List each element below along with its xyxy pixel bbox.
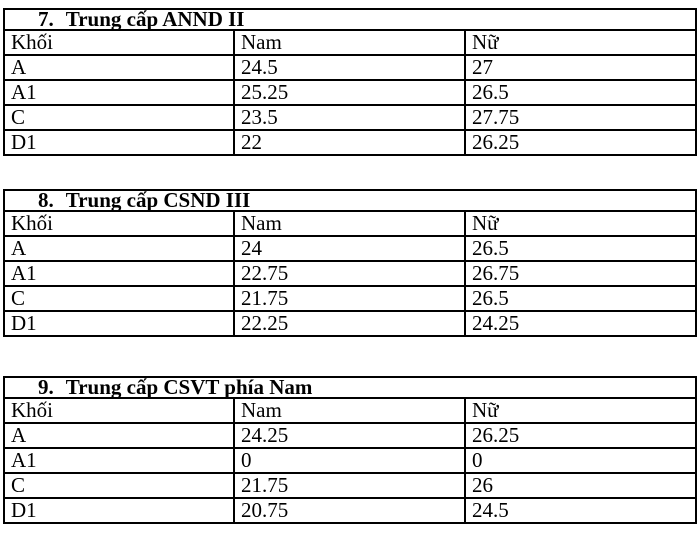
header-nu: Nữ	[465, 30, 696, 55]
table-row-c	[4, 473, 696, 498]
cell-nu: 27.75	[465, 105, 696, 130]
cell-nu: 27	[465, 55, 696, 80]
table-header-row	[4, 30, 696, 55]
cell-nam: 24.5	[234, 55, 465, 80]
table-number: 9.	[38, 375, 54, 399]
cell-khoi: D1	[4, 498, 234, 523]
header-nam: Nam	[234, 30, 465, 55]
cell-nu: 26.5	[465, 236, 696, 261]
table-title-row	[4, 9, 696, 30]
cell-nam: 0	[234, 448, 465, 473]
table-title-cell	[4, 190, 696, 211]
score-table-8	[3, 189, 697, 337]
cell-nam: 21.75	[234, 473, 465, 498]
header-khoi: Khối	[4, 398, 234, 423]
table-title: Trung cấp CSVT phía Nam	[65, 375, 313, 399]
score-table-9	[3, 376, 697, 524]
cell-khoi: C	[4, 105, 234, 130]
cell-nam: 24	[234, 236, 465, 261]
table-row-c	[4, 286, 696, 311]
table-row-a1	[4, 448, 696, 473]
table-title-row	[4, 190, 696, 211]
header-khoi: Khối	[4, 211, 234, 236]
cell-khoi: D1	[4, 130, 234, 155]
cell-nu: 26.5	[465, 286, 696, 311]
cell-nam: 22.75	[234, 261, 465, 286]
header-nam: Nam	[234, 398, 465, 423]
cell-nu: 0	[465, 448, 696, 473]
cell-nu: 26.25	[465, 130, 696, 155]
cell-nam: 24.25	[234, 423, 465, 448]
cell-nam: 25.25	[234, 80, 465, 105]
table-title: Trung cấp CSND III	[65, 188, 251, 212]
table-title: Trung cấp ANND II	[65, 7, 245, 31]
cell-khoi: A1	[4, 80, 234, 105]
table-title-row	[4, 377, 696, 398]
cell-khoi: A	[4, 236, 234, 261]
table-header-row	[4, 211, 696, 236]
table-row-d1	[4, 311, 696, 336]
cell-nu: 24.25	[465, 311, 696, 336]
cell-nu: 26	[465, 473, 696, 498]
cell-khoi: A	[4, 423, 234, 448]
table-row-a1	[4, 261, 696, 286]
cell-nam: 23.5	[234, 105, 465, 130]
cell-khoi: A1	[4, 448, 234, 473]
cell-khoi: A	[4, 55, 234, 80]
table-row-a1	[4, 80, 696, 105]
header-nu: Nữ	[465, 211, 696, 236]
document-page	[0, 8, 698, 534]
header-nu: Nữ	[465, 398, 696, 423]
table-number: 8.	[38, 188, 54, 212]
cell-nu: 26.75	[465, 261, 696, 286]
cell-nam: 21.75	[234, 286, 465, 311]
header-khoi: Khối	[4, 30, 234, 55]
score-table-7	[3, 8, 697, 156]
cell-nu: 24.5	[465, 498, 696, 523]
table-title-cell	[4, 9, 696, 30]
cell-khoi: C	[4, 286, 234, 311]
cell-nam: 22.25	[234, 311, 465, 336]
cell-khoi: D1	[4, 311, 234, 336]
table-row-d1	[4, 498, 696, 523]
cell-khoi: A1	[4, 261, 234, 286]
table-row-d1	[4, 130, 696, 155]
cell-nam: 20.75	[234, 498, 465, 523]
cell-nu: 26.25	[465, 423, 696, 448]
table-row-c	[4, 105, 696, 130]
cell-nam: 22	[234, 130, 465, 155]
table-header-row	[4, 398, 696, 423]
table-row-a	[4, 236, 696, 261]
header-nam: Nam	[234, 211, 465, 236]
table-title-cell	[4, 377, 696, 398]
table-row-a	[4, 55, 696, 80]
table-row-a	[4, 423, 696, 448]
cell-khoi: C	[4, 473, 234, 498]
table-number: 7.	[38, 7, 54, 31]
cell-nu: 26.5	[465, 80, 696, 105]
